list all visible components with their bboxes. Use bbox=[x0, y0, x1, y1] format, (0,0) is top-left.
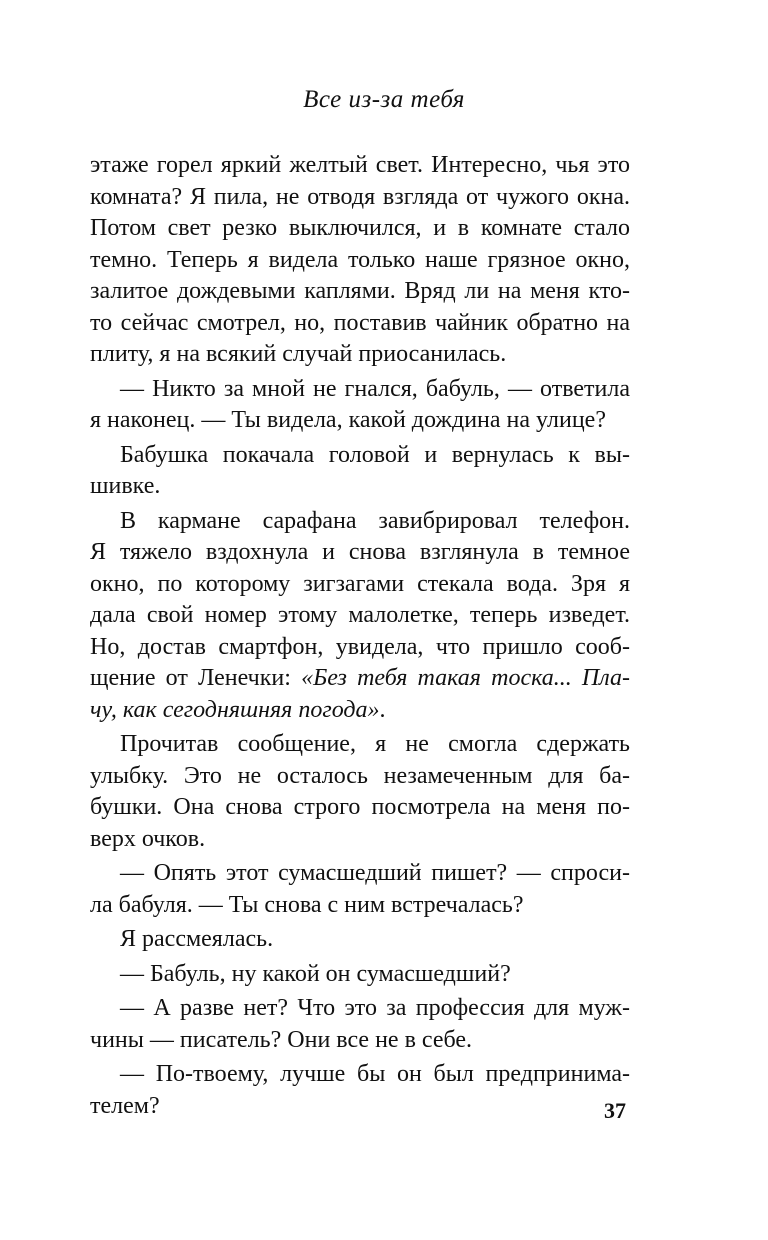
page-number: 37 bbox=[604, 1098, 626, 1123]
text-line: — Опять этот сумасшедший пишет? — спроси- bbox=[120, 860, 630, 886]
text-line: Бабушка покачала головой и вернулась к вы- bbox=[120, 441, 630, 468]
text-line: — Никто за мной не гнался, бабуль, — ответила bbox=[120, 375, 630, 402]
text-line: шивке. bbox=[90, 473, 161, 499]
text-line: — По-твоему, лучше бы он был предпринима- bbox=[120, 1061, 630, 1087]
text-line: я наконец. — Ты видела, какой дождина на улице? bbox=[90, 407, 606, 433]
text-line: Я тяжело вздохнула и снова взглянула в темное bbox=[90, 539, 630, 565]
text-line: комната? Я пила, не отводя взгляда от чужого окна. bbox=[90, 183, 630, 210]
text-line: темно. Теперь я видела только наше грязное окно, bbox=[90, 246, 630, 273]
text-line: чу, как сегодняшняя погода». bbox=[90, 696, 386, 723]
text-line: чины — писатель? Они все не в себе. bbox=[90, 1026, 473, 1053]
text-line: щение от Ленечки: «Без тебя такая тоска... Пла- bbox=[90, 665, 630, 691]
text-line: окно, по которому зигзагами стекала вода. Зря я bbox=[90, 570, 630, 597]
text-line: Прочитав сообщение, я не смогла сдержать bbox=[120, 731, 630, 757]
text-line: улыбку. Это не осталось незамеченным для ба- bbox=[90, 762, 630, 789]
running-head: Все из-за тебя bbox=[303, 86, 465, 113]
text-line: плиту, я на всякий случай приосанилась. bbox=[90, 341, 507, 367]
text-line: дала свой номер этому малолетке, теперь изведет. bbox=[90, 602, 630, 628]
quoted-message: «Без тебя такая тоска... Пла- bbox=[301, 665, 630, 691]
quoted-message: чу, как сегодняшняя погода» bbox=[90, 696, 380, 723]
text-line: верх очков. bbox=[90, 825, 206, 852]
text-line: то сейчас смотрел, но, поставив чайник обратно на bbox=[90, 309, 630, 336]
text-line: В кармане сарафана завибрировал телефон. bbox=[120, 507, 630, 534]
text-line: Но, достав смартфон, увидела, что пришло сооб- bbox=[90, 633, 630, 660]
text-line: Я рассмеялась. bbox=[120, 926, 274, 952]
text-line: — Бабуль, ну какой он сумасшедший? bbox=[120, 960, 511, 987]
text-line: Потом свет резко выключился, и в комнате стало bbox=[90, 215, 630, 241]
text-line: бушки. Она снова строго посмотрела на меня по- bbox=[90, 794, 630, 820]
text-line: — А разве нет? Что это за профессия для муж- bbox=[120, 995, 630, 1021]
body-text bbox=[90, 150, 630, 1122]
text-line: ла бабуля. — Ты снова с ним встречалась? bbox=[90, 891, 524, 918]
text-line: этаже горел яркий желтый свет. Интересно, чья это bbox=[90, 152, 630, 178]
text-line: телем? bbox=[90, 1092, 160, 1119]
text-line: залитое дождевыми каплями. Вряд ли на меня кто- bbox=[90, 278, 630, 304]
